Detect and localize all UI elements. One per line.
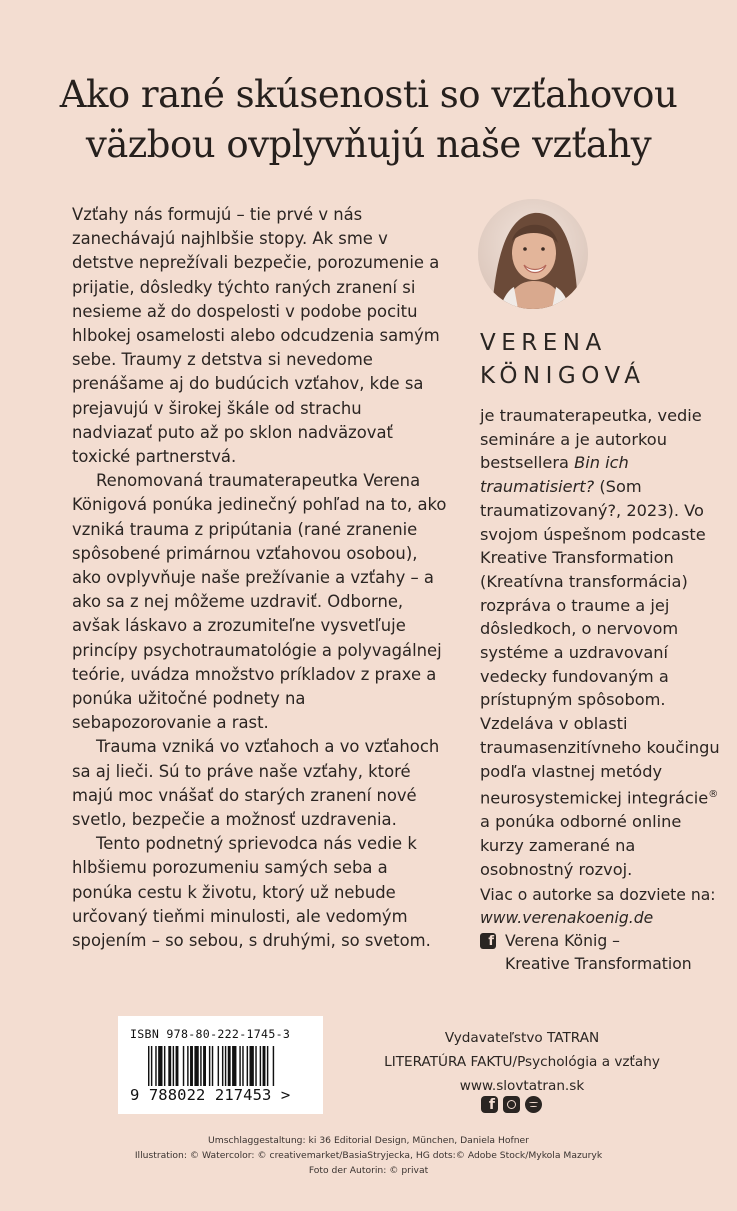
credits-line-2: Illustration: © Watercolor: © creativemarket/BasiaStryjecka, HG dots:© Adobe Stock/Mykola Mazuryk [134,1150,603,1162]
barcode-bar [273,1046,274,1086]
barcode-bar [176,1046,179,1086]
blurb-paragraph-3: Trauma vzniká vo vzťahoch a vo vzťahoch sa aj lieči. Sú to práve naše vzťahy, ktoré majú moc vnášať do starých zranení nové svetlo, bezpečie a možnosť uzdravenia. [72,737,440,830]
barcode [118,1016,323,1114]
barcode-bar [222,1046,223,1086]
credits-line-3: Foto der Autorin: © privat [308,1165,429,1177]
bio-book-title: Bin ich traumatisiert? [480,453,629,497]
barcode-bar [183,1046,184,1086]
blurb-text [72,203,447,953]
barcode-bar [260,1046,261,1086]
facebook-line-1: Verena König – [505,932,620,950]
barcode-bar [263,1046,266,1086]
credits-line-1: Umschlaggestaltung: ki 36 Editorial Design, München, Daniela Hofner [208,1135,529,1146]
barcode-bar [168,1046,171,1086]
barcode-bar [164,1046,165,1086]
blurb-paragraph-2: Renomovaná traumaterapeutka Verena Königová ponúka jedinečný pohľad na to, ako vzniká trauma z pripútania (rané zranenie spôsobené primárnou vzťahovou osobou), ako ovplyvňuje naše prežívanie a vzťahy – a ako sa z nej môžeme uzdraviť. Odborne, avšak láskavo a zrozumiteľne vysvetľuje princípy psychotraumatológie a polyvagálnej teórie, uvádza množstvo príkladov z praxe a ponúka užitočné podnety na sebapozorovanie a rast. [72,471,447,733]
barcode-bar [190,1046,193,1086]
barcode-bar [250,1046,254,1086]
barcode-bar [148,1046,149,1086]
cover-credits [0,1133,737,1179]
author-links [480,884,725,976]
bio-paragraph [480,404,720,881]
author-last-name: KÖNIGOVÁ [480,363,646,389]
barcode-bar [203,1046,206,1086]
publisher-name: Vydavateľstvo TATRAN [444,1030,600,1046]
social-icons [481,1096,542,1114]
publisher-info [352,1026,692,1098]
barcode-bar [218,1046,219,1086]
author-website-link[interactable]: www.verenakoenig.de [480,909,654,927]
barcode-bar [200,1046,201,1086]
barcode-digits: 9 788022 217453 > [130,1086,291,1104]
facebook-icon: f [480,933,496,949]
bio-part-1: je traumaterapeutka, vedie semináre a je autorkou bestsellera [480,406,702,473]
facebook-icon[interactable] [481,1096,498,1113]
facebook-line-2: Kreative Transformation [505,955,692,973]
title-line-2: väzbou ovplyvňujú naše vzťahy [85,123,652,166]
author-name [480,327,645,393]
barcode-bar [255,1046,256,1086]
registered-mark: ® [708,789,719,801]
barcode-bar [228,1046,231,1086]
bio-part-2: (Som traumatizovaný?, 2023). Vo svojom úspešnom podcaste Kreative Transformation (Kreatívna transformácia) rozpráva o traume a jej dôsledkoch, o nervovom systéme a uzdravovaní vedecky fundovaným a prístupným spôsobom. Vzdeláva v oblasti traumasenzitívneho koučingu podľa vlastnej metódy neurosystemickej integrácie [480,477,720,808]
author-portrait [478,199,588,309]
title-line-1: Ako rané skúsenosti so vzťahovou [59,73,678,116]
author-bio [480,404,720,881]
barcode-bar [267,1046,268,1086]
blurb-paragraph-1: Vzťahy nás formujú – tie prvé v nás zanechávajú najhlbšie stopy. Ak sme v detstve neprežívali bezpečie, porozumenie a prijatie, dôsledky týchto raných zranení si nesieme až do dospelosti v podobe pocitu hlbokej osamelosti alebo odcudzenia samým sebe. Traumy z detstva si nevedome prenášame aj do budúcich vzťahov, kde sa prejavujú v širokej škále od strachu nadviazať puto až po sklon nadväzovať toxické partnerstvá. [72,205,440,467]
publisher-series: LITERATÚRA FAKTU/Psychológia a vzťahy [384,1054,660,1070]
spotify-icon[interactable] [525,1096,542,1113]
barcode-bar [187,1046,188,1086]
publisher-website[interactable]: www.slovtatran.sk [459,1078,585,1094]
more-intro: Viac o autorke sa dozviete na: [480,886,716,904]
barcode-bar [151,1046,152,1086]
barcode-bar [212,1046,213,1086]
barcode-bar [239,1046,240,1086]
bio-part-3: a ponúka odborné online kurzy zamerané na osobnostný rozvoj. [480,812,682,879]
barcode-bar [194,1046,198,1086]
barcode-bar [225,1046,226,1086]
barcode-bar [242,1046,243,1086]
barcode-bar [232,1046,236,1086]
isbn-label: ISBN 978-80-222-1745-3 [130,1027,291,1041]
blurb-paragraph-4: Tento podnetný sprievodca nás vedie k hlbšiemu porozumeniu samých seba a ponúka cestu k životu, ktorý už nebude určovaný tieňmi minulosti, ale vedomým spojením – so sebou, s druhými, so svetom. [72,834,431,951]
barcode-bar [247,1046,248,1086]
instagram-icon[interactable] [503,1096,520,1113]
barcode-bar [155,1046,156,1086]
facebook-link[interactable] [480,930,725,976]
barcode-bar [209,1046,210,1086]
barcode-bar [158,1046,162,1086]
author-first-name: VERENA [480,330,607,356]
barcode-bar [173,1046,174,1086]
book-title [0,70,737,170]
